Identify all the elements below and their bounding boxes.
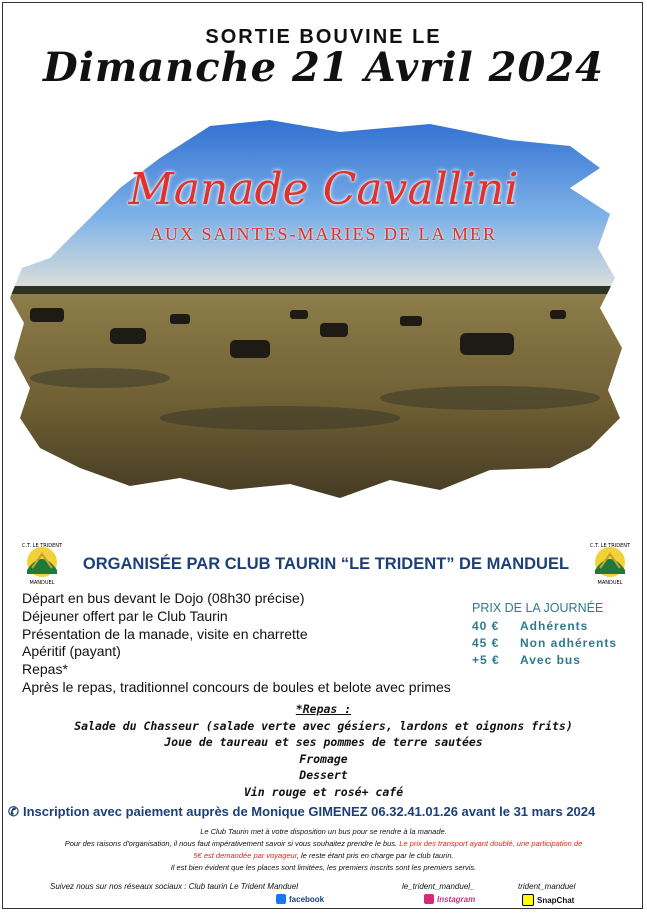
program-item: Apéritif (payant) bbox=[22, 643, 121, 660]
phone-icon: ✆ bbox=[8, 804, 19, 819]
price-box bbox=[472, 601, 642, 669]
instagram-handle[interactable]: le_trident_manduel_ bbox=[402, 882, 475, 891]
event-heading: SORTIE BOUVINE LE bbox=[205, 26, 442, 48]
program-item: Déjeuner offert par le Club Taurin bbox=[22, 607, 228, 624]
note-line bbox=[10, 850, 637, 862]
event-date: Dimanche 21 Avril 2024 bbox=[43, 44, 604, 91]
facebook-link[interactable] bbox=[276, 894, 324, 904]
menu-item: Joue de taureau et ses pommes de terre sautées bbox=[164, 735, 483, 750]
menu-item: Salade du Chasseur (salade verte avec gésiers, lardons et oignons frits) bbox=[74, 718, 573, 733]
social-follow-text: Suivez nous sur nos réseaux sociaux : Club taurin Le Trident Manduel bbox=[50, 882, 298, 891]
manade-subtitle: AUX SAINTES-MARIES DE LA MER bbox=[149, 224, 497, 244]
program-list bbox=[22, 590, 492, 697]
note-text-red: Le prix des transport ayant doublé, une participation de bbox=[399, 839, 583, 848]
program-item: Repas* bbox=[22, 661, 68, 678]
manade-title: Manade Cavallini bbox=[128, 164, 519, 215]
logo-top-text: C.T. LE TRIDENT bbox=[589, 543, 631, 549]
program-item: Après le repas, traditionnel concours de boules et belote avec primes bbox=[22, 678, 451, 695]
menu-item: Dessert bbox=[299, 768, 348, 783]
note-text: Pour des raisons d'organisation, il nous faut impérativement savoir si vous souhaitez prendre le bus. bbox=[64, 839, 400, 848]
facebook-label: facebook bbox=[289, 894, 325, 904]
price-row bbox=[472, 635, 642, 652]
snapchat-link[interactable] bbox=[522, 894, 574, 906]
program-item: Présentation de la manade, visite en charrette bbox=[22, 625, 308, 642]
club-logo-right bbox=[586, 540, 634, 586]
note-line: Il est bien évident que les places sont limitées, les premiers inscrits sont les premiers servis. bbox=[170, 863, 477, 872]
notes-block bbox=[10, 826, 637, 874]
instagram-icon bbox=[424, 894, 434, 904]
snapchat-icon bbox=[522, 894, 534, 906]
menu-item: Vin rouge et rosé+ café bbox=[243, 784, 404, 799]
instagram-link[interactable] bbox=[424, 894, 475, 904]
price-amount: 40 € bbox=[472, 619, 500, 633]
price-amount: 45 € bbox=[472, 636, 500, 650]
note-line bbox=[10, 838, 637, 850]
logo-bottom-text: MANDUEL bbox=[29, 580, 55, 586]
inscription-line bbox=[8, 804, 642, 820]
facebook-icon bbox=[276, 894, 286, 904]
logo-bottom-text: MANDUEL bbox=[597, 580, 623, 586]
organizer-line: ORGANISÉE PAR CLUB TAURIN “LE TRIDENT” DE MANDUEL bbox=[82, 555, 570, 573]
snapchat-label: SnapChat bbox=[537, 895, 575, 905]
price-amount: +5 € bbox=[472, 653, 500, 667]
note-text-red: 5€ est demandée par voyageur bbox=[193, 851, 297, 860]
inscription-text: Inscription avec paiement auprès de Monique GIMENEZ 06.32.41.01.26 avant le 31 mars 2024 bbox=[23, 804, 596, 819]
menu-block bbox=[0, 701, 647, 801]
price-row bbox=[472, 652, 642, 669]
menu-item: Fromage bbox=[299, 751, 348, 766]
price-label: Adhérents bbox=[520, 619, 589, 633]
program-item: Départ en bus devant le Dojo (08h30 précise) bbox=[22, 590, 305, 606]
snapchat-handle[interactable]: trident_manduel bbox=[518, 882, 576, 891]
social-footer bbox=[0, 882, 647, 912]
price-title: PRIX DE LA JOURNÉE bbox=[472, 601, 604, 615]
logo-top-text: C.T. LE TRIDENT bbox=[21, 543, 63, 549]
note-line: Le Club Taurin met à votre disposition un bus pour se rendre à la manade. bbox=[200, 827, 447, 836]
price-label: Non adhérents bbox=[520, 636, 618, 650]
instagram-label: Instagram bbox=[437, 894, 476, 904]
price-row bbox=[472, 618, 642, 635]
menu-title: *Repas : bbox=[295, 702, 352, 716]
note-text: , le reste étant pris en charge par le club taurin. bbox=[296, 851, 454, 860]
price-label: Avec bus bbox=[520, 653, 581, 667]
club-logo-left bbox=[18, 540, 66, 586]
